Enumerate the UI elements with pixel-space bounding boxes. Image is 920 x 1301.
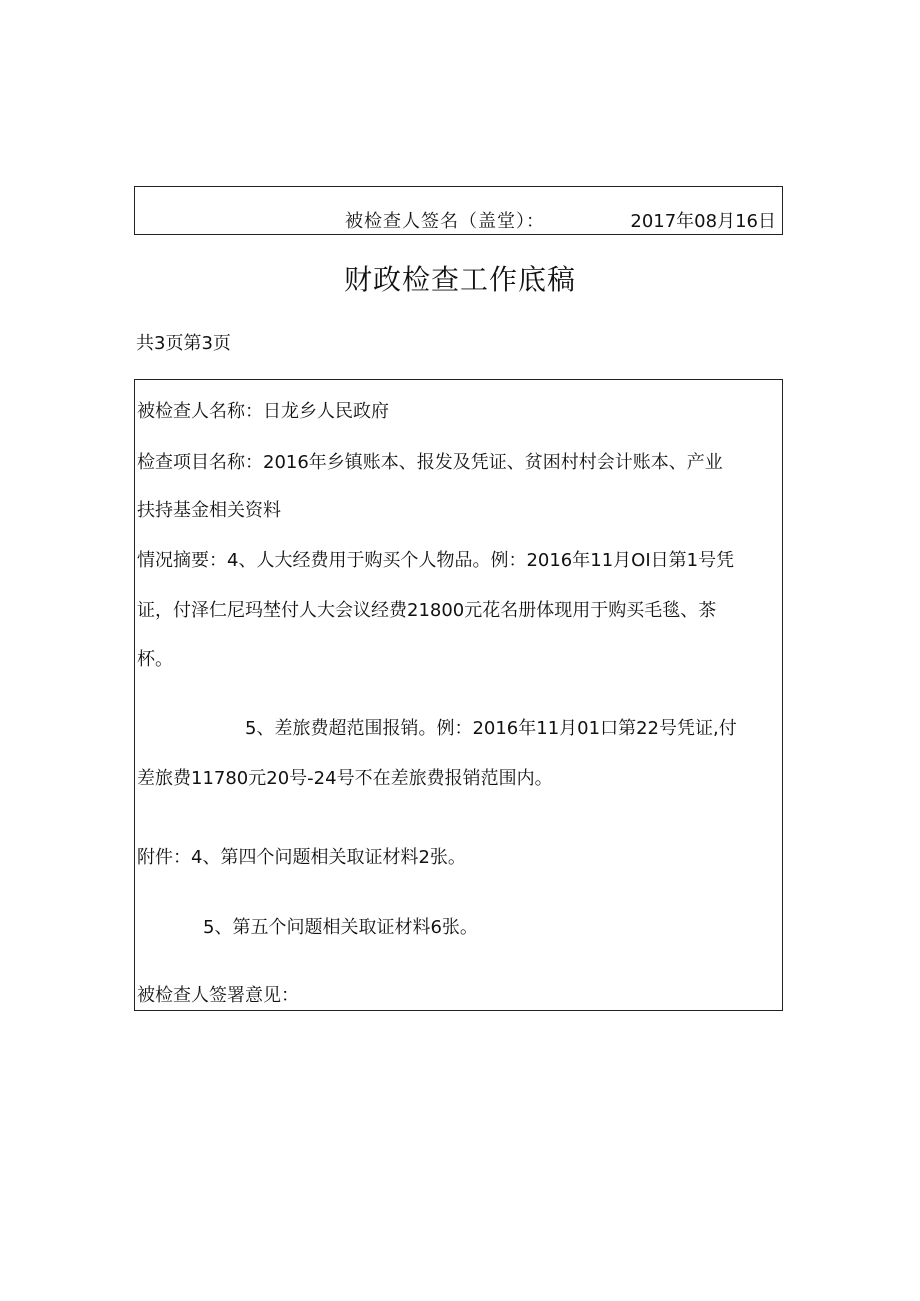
main-content-box — [134, 379, 783, 1011]
page-info: 共3页第3页 — [136, 333, 231, 354]
attachment-line-1: 附件：4、第四个问题相关取证材料2张。 — [137, 847, 466, 868]
inspected-opinion-line: 被检查人签署意见： — [137, 985, 299, 1006]
inspected-name-line: 被检查人名称：日龙乡人民政府 — [137, 401, 389, 422]
summary-line-2: 证，付泽仁尼玛埜付人大会议经费21800元花名册体现用于购买毛毯、茶 — [137, 600, 717, 621]
summary-line-1: 情况摘要：4、人大经费用于购买个人物品。例：2016年11月OI日第1号凭 — [137, 550, 735, 571]
summary-line-3: 杯。 — [137, 649, 173, 670]
project-name-line-1: 检查项目名称：2016年乡镇账本、报发及凭证、贫困村村会计账本、产业 — [137, 452, 723, 473]
signature-box — [134, 186, 783, 235]
summary-item5-line-1: 5、差旅费超范围报销。例：2016年11月01口第22号凭证,付 — [245, 718, 737, 739]
summary-item5-line-2: 差旅费11780元20号-24号不在差旅费报销范围内。 — [137, 768, 553, 789]
attachment-line-2: 5、第五个问题相关取证材料6张。 — [203, 917, 478, 938]
signature-date: 2017年08月16日 — [630, 211, 776, 232]
project-name-line-2: 扶持基金相关资料 — [137, 500, 281, 521]
signature-label: 被检查人签名（盖堂）： — [345, 211, 545, 232]
document-title: 财政检查工作底稿 — [343, 263, 576, 296]
